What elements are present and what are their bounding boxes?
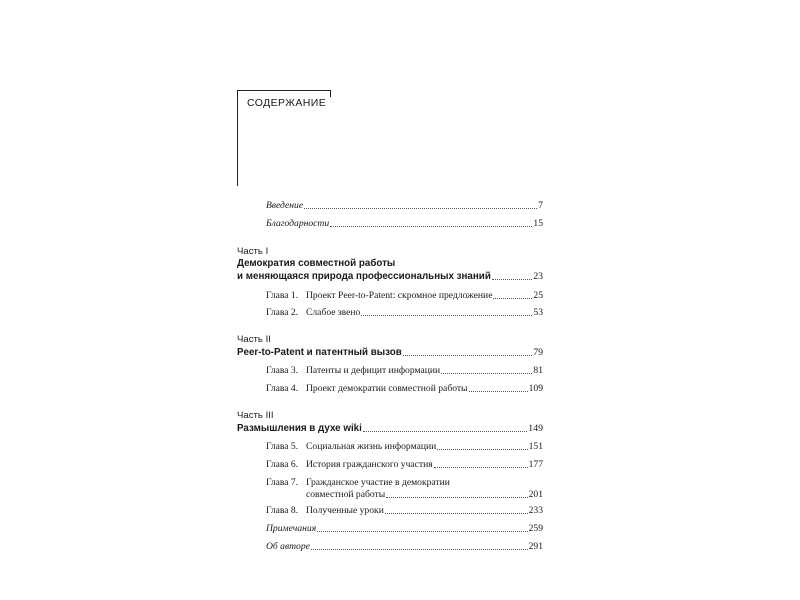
dot-leader <box>311 549 528 550</box>
chapter-title: Патенты и дефицит информации <box>306 365 441 376</box>
toc-entry-chapter-4[interactable] <box>266 383 543 395</box>
dot-leader <box>403 355 532 356</box>
entry-page: 259 <box>528 523 543 534</box>
chapter-title: Проект демократии совместной работы <box>306 383 468 394</box>
chapter-title: Проект Peer-to-Patent: скромное предложение <box>306 290 493 301</box>
chapter-label: Глава 5. <box>266 441 299 452</box>
entry-page: 109 <box>528 383 543 394</box>
dot-leader <box>317 531 527 532</box>
entry-page: 151 <box>528 441 543 452</box>
chapter-title: Полученные уроки <box>306 505 384 516</box>
chapter-label: Глава 1. <box>266 290 299 301</box>
toc-entry-part-3[interactable] <box>237 423 543 435</box>
part-label: Часть III <box>237 410 274 421</box>
chapter-title-line1: Гражданское участие в демократии <box>306 477 450 488</box>
part-title-line1: Демократия совместной работы <box>237 258 396 269</box>
entry-page: 149 <box>528 423 543 434</box>
chapter-label: Глава 3. <box>266 365 299 376</box>
heading-frame-tick <box>330 90 331 97</box>
toc-entry-part-1[interactable] <box>237 271 543 283</box>
toc-entry-chapter-6[interactable] <box>266 459 543 471</box>
dot-leader <box>492 279 532 280</box>
part-label: Часть I <box>237 246 269 257</box>
heading-frame-left-rule <box>237 90 238 186</box>
entry-title: Об авторе <box>266 541 310 552</box>
entry-page: 79 <box>533 347 543 358</box>
chapter-title: Слабое звено <box>306 307 361 318</box>
entry-title: Примечания <box>266 523 317 534</box>
part-title: Размышления в духе wiki <box>237 423 362 434</box>
entry-title: Введение <box>266 200 304 211</box>
entry-page: 23 <box>533 271 543 282</box>
entry-page: 15 <box>533 218 543 229</box>
chapter-label: Глава 4. <box>266 383 299 394</box>
toc-entry-chapter-3[interactable] <box>266 365 543 377</box>
toc-entry-chapter-7-line1[interactable] <box>266 477 450 489</box>
entry-page: 81 <box>533 365 543 376</box>
dot-leader <box>493 298 532 299</box>
toc-entry-notes[interactable] <box>266 523 543 535</box>
toc-heading: СОДЕРЖАНИЕ <box>247 97 327 109</box>
entry-page: 233 <box>528 505 543 516</box>
chapter-title: Социальная жизнь информации <box>306 441 437 452</box>
toc-entry-chapter-7[interactable] <box>266 489 543 501</box>
entry-page: 53 <box>533 307 543 318</box>
toc-entry-acknowledgements[interactable] <box>266 218 543 230</box>
toc-entry-about-author[interactable] <box>266 541 543 553</box>
dot-leader <box>363 431 527 432</box>
chapter-label: Глава 6. <box>266 459 299 470</box>
chapter-label: Глава 7. <box>266 477 299 488</box>
dot-leader <box>469 391 528 392</box>
dot-leader <box>441 373 532 374</box>
toc-entry-chapter-8[interactable] <box>266 505 543 517</box>
heading-frame-top-rule <box>237 90 331 91</box>
dot-leader <box>437 449 527 450</box>
dot-leader <box>330 226 532 227</box>
toc-entry-part-2[interactable] <box>237 347 543 359</box>
entry-page: 291 <box>528 541 543 552</box>
chapter-title: История гражданского участия <box>306 459 433 470</box>
toc-entry-chapter-1[interactable] <box>266 290 543 302</box>
chapter-label: Глава 2. <box>266 307 299 318</box>
part-label: Часть II <box>237 334 271 345</box>
toc-entry-chapter-2[interactable] <box>266 307 543 319</box>
entry-title: Благодарности <box>266 218 330 229</box>
part-title: Peer-to-Patent и патентный вызов <box>237 347 402 358</box>
entry-page: 25 <box>533 290 543 301</box>
dot-leader <box>361 315 532 316</box>
toc-entry-introduction[interactable] <box>266 200 543 212</box>
entry-page: 177 <box>528 459 543 470</box>
dot-leader <box>304 208 537 209</box>
chapter-label: Глава 8. <box>266 505 299 516</box>
part-title: и меняющаяся природа профессиональных знаний <box>237 271 491 282</box>
toc-entry-chapter-5[interactable] <box>266 441 543 453</box>
dot-leader <box>434 467 528 468</box>
dot-leader <box>386 497 527 498</box>
dot-leader <box>385 513 528 514</box>
entry-page: 201 <box>528 489 543 500</box>
entry-page: 7 <box>538 200 543 211</box>
chapter-title: совместной работы <box>306 489 386 500</box>
